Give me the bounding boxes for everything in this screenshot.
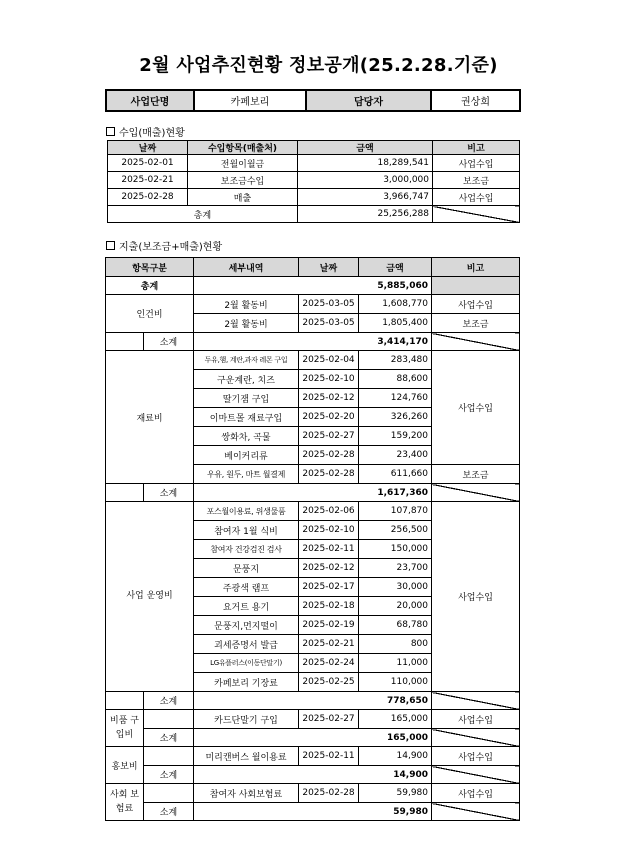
table-row xyxy=(106,295,520,314)
income-amount: 3,966,747 xyxy=(298,189,433,206)
expense-amount: 1,608,770 xyxy=(359,295,432,314)
manager-value: 권상희 xyxy=(431,90,520,111)
expense-date: 2025-02-21 xyxy=(299,635,359,654)
expense-amount: 20,000 xyxy=(359,597,432,616)
expense-total-amount: 5,885,060 xyxy=(194,277,432,295)
table-row xyxy=(106,747,520,766)
expense-amount: 11,000 xyxy=(359,654,432,673)
expense-detail: 참여자 1월 식비 xyxy=(194,521,299,540)
subtotal-row xyxy=(106,766,520,784)
expense-detail: 이마트몰 재료구입 xyxy=(194,408,299,427)
subtotal-label: 소계 xyxy=(144,766,194,784)
table-row xyxy=(106,351,520,370)
checkbox-square-icon xyxy=(106,241,115,250)
expense-amount: 326,260 xyxy=(359,408,432,427)
subtotal-row xyxy=(106,484,520,502)
page-title: 2월 사업추진현황 정보공개(25.2.28.기준) xyxy=(139,55,498,76)
expense-amount: 1,805,400 xyxy=(359,314,432,333)
expense-amount: 88,600 xyxy=(359,370,432,389)
expense-date: 2025-02-24 xyxy=(299,654,359,673)
expense-date: 2025-02-27 xyxy=(299,427,359,446)
expense-date: 2025-03-05 xyxy=(299,314,359,333)
expense-detail: 포스월이용료, 위생물품 xyxy=(194,502,299,521)
subtotal-row xyxy=(106,729,520,747)
income-total-amount: 25,256,288 xyxy=(298,206,433,223)
table-row xyxy=(108,172,520,189)
subtotal-amount: 1,617,360 xyxy=(194,484,432,502)
diagonal-cell xyxy=(432,692,520,710)
subtotal-label: 소계 xyxy=(144,333,194,351)
income-header-note: 비고 xyxy=(433,141,520,155)
income-total-label: 총계 xyxy=(108,206,298,223)
diagonal-cell xyxy=(432,766,520,784)
expense-detail: 문풍지,먼지떨이 xyxy=(194,616,299,635)
expense-total-label: 총계 xyxy=(106,277,194,295)
table-row xyxy=(106,710,520,729)
subtotal-label: 소계 xyxy=(144,692,194,710)
income-note: 사업수입 xyxy=(433,155,520,172)
income-date: 2025-02-28 xyxy=(108,189,188,206)
subtotal-label: 소계 xyxy=(144,803,194,821)
diagonal-cell xyxy=(432,484,520,502)
expense-note-merged: 사업수입 xyxy=(432,502,520,692)
subtotal-row xyxy=(106,692,520,710)
expense-detail: 참여자 사회보험료 xyxy=(194,784,299,803)
subtotal-amount: 59,980 xyxy=(194,803,432,821)
expense-section-title: 지출(보조금+매출)현황 xyxy=(106,238,222,253)
income-amount: 3,000,000 xyxy=(298,172,433,189)
expense-detail: 2월 활동비 xyxy=(194,314,299,333)
expense-detail: 두유,햄, 계란,과자 레몬 구입 xyxy=(194,351,299,370)
income-header-amount: 금액 xyxy=(298,141,433,155)
expense-amount: 800 xyxy=(359,635,432,654)
subtotal-row xyxy=(106,803,520,821)
expense-amount: 124,760 xyxy=(359,389,432,408)
expense-amount: 23,400 xyxy=(359,446,432,465)
expense-date: 2025-02-10 xyxy=(299,521,359,540)
category-materials: 재료비 xyxy=(106,351,194,484)
manager-label: 담당자 xyxy=(306,90,431,111)
diagonal-cell xyxy=(432,333,520,351)
subtotal-label: 소계 xyxy=(144,484,194,502)
expense-detail: 카드단말기 구입 xyxy=(194,710,299,729)
table-row xyxy=(106,502,520,521)
expense-header-date: 날짜 xyxy=(299,258,359,277)
expense-note: 보조금 xyxy=(432,314,520,333)
expense-amount: 165,000 xyxy=(359,710,432,729)
expense-date: 2025-02-27 xyxy=(299,710,359,729)
expense-note: 사업수입 xyxy=(432,784,520,803)
diagonal-cell xyxy=(432,729,520,747)
expense-date: 2025-02-19 xyxy=(299,616,359,635)
expense-detail: 괴세증명서 발급 xyxy=(194,635,299,654)
table-row xyxy=(106,784,520,803)
income-header-item: 수입항목(매출처) xyxy=(188,141,298,155)
expense-date: 2025-02-12 xyxy=(299,389,359,408)
income-item: 매출 xyxy=(188,189,298,206)
expense-detail: LG유플러스(이동단말기) xyxy=(194,654,299,673)
expense-detail: 2월 활동비 xyxy=(194,295,299,314)
income-item: 보조금수입 xyxy=(188,172,298,189)
expense-note: 사업수입 xyxy=(432,747,520,766)
expense-amount: 30,000 xyxy=(359,578,432,597)
expense-detail: 구운계란, 치즈 xyxy=(194,370,299,389)
expense-date: 2025-02-18 xyxy=(299,597,359,616)
business-name-label: 사업단명 xyxy=(106,90,194,111)
category-equipment: 비품 구입비 xyxy=(106,710,144,747)
business-info-table xyxy=(105,89,521,112)
category-promotion: 홍보비 xyxy=(106,747,144,784)
expense-total-row xyxy=(106,277,520,295)
category-social-insurance: 사회 보험료 xyxy=(106,784,144,821)
expense-amount: 256,500 xyxy=(359,521,432,540)
expense-note: 사업수입 xyxy=(432,710,520,729)
expense-date: 2025-02-28 xyxy=(299,446,359,465)
expense-detail: 베이커리류 xyxy=(194,446,299,465)
expense-detail: 참여자 건강검진 검사 xyxy=(194,540,299,559)
expense-date: 2025-02-20 xyxy=(299,408,359,427)
income-section-title: 수입(매출)현황 xyxy=(106,124,185,139)
business-name-value: 카페보리 xyxy=(194,90,306,111)
expense-header-detail: 세부내역 xyxy=(194,258,299,277)
income-header-date: 날짜 xyxy=(108,141,188,155)
expense-amount: 68,780 xyxy=(359,616,432,635)
expense-amount: 150,000 xyxy=(359,540,432,559)
income-note: 보조금 xyxy=(433,172,520,189)
income-table xyxy=(107,140,520,223)
expense-date: 2025-02-28 xyxy=(299,465,359,484)
expense-amount: 283,480 xyxy=(359,351,432,370)
expense-amount: 59,980 xyxy=(359,784,432,803)
diagonal-cell xyxy=(432,803,520,821)
subtotal-amount: 165,000 xyxy=(194,729,432,747)
expense-amount: 159,200 xyxy=(359,427,432,446)
expense-date: 2025-02-12 xyxy=(299,559,359,578)
table-row xyxy=(108,189,520,206)
income-note: 사업수입 xyxy=(433,189,520,206)
expense-date: 2025-02-04 xyxy=(299,351,359,370)
expense-date: 2025-02-11 xyxy=(299,540,359,559)
expense-header-note: 비고 xyxy=(432,258,520,277)
expense-date: 2025-02-25 xyxy=(299,673,359,692)
expense-amount: 14,900 xyxy=(359,747,432,766)
expense-amount: 107,870 xyxy=(359,502,432,521)
expense-amount: 611,660 xyxy=(359,465,432,484)
category-operations: 사업 운영비 xyxy=(106,502,194,692)
expense-date: 2025-02-17 xyxy=(299,578,359,597)
expense-note: 보조금 xyxy=(432,465,520,484)
income-amount: 18,289,541 xyxy=(298,155,433,172)
income-total-row xyxy=(108,206,520,223)
expense-detail: 카페보리 기장료 xyxy=(194,673,299,692)
expense-table xyxy=(105,257,520,821)
expense-header-category: 항목구분 xyxy=(106,258,194,277)
expense-date: 2025-02-11 xyxy=(299,747,359,766)
expense-date: 2025-02-10 xyxy=(299,370,359,389)
expense-note-merged: 사업수입 xyxy=(432,351,520,465)
expense-amount: 110,000 xyxy=(359,673,432,692)
income-item: 전월이월금 xyxy=(188,155,298,172)
expense-total-note xyxy=(432,277,520,295)
expense-date: 2025-02-06 xyxy=(299,502,359,521)
income-date: 2025-02-21 xyxy=(108,172,188,189)
subtotal-amount: 778,650 xyxy=(194,692,432,710)
diagonal-cell xyxy=(433,206,520,223)
expense-detail: 딸기잼 구입 xyxy=(194,389,299,408)
expense-amount: 23,700 xyxy=(359,559,432,578)
subtotal-amount: 14,900 xyxy=(194,766,432,784)
expense-detail: 주광색 램프 xyxy=(194,578,299,597)
subtotal-label: 소계 xyxy=(144,729,194,747)
expense-date: 2025-02-28 xyxy=(299,784,359,803)
subtotal-amount: 3,414,170 xyxy=(194,333,432,351)
expense-note: 사업수입 xyxy=(432,295,520,314)
category-personnel: 인건비 xyxy=(106,295,194,333)
expense-detail: 우유, 원두, 마트 월결제 xyxy=(194,465,299,484)
checkbox-square-icon xyxy=(106,127,115,136)
income-date: 2025-02-01 xyxy=(108,155,188,172)
subtotal-row xyxy=(106,333,520,351)
expense-header-amount: 금액 xyxy=(359,258,432,277)
expense-date: 2025-03-05 xyxy=(299,295,359,314)
expense-detail: 미리캔버스 월이용료 xyxy=(194,747,299,766)
expense-detail: 문풍지 xyxy=(194,559,299,578)
expense-detail: 쌍화차, 곡물 xyxy=(194,427,299,446)
table-row xyxy=(108,155,520,172)
expense-detail: 요거트 용기 xyxy=(194,597,299,616)
